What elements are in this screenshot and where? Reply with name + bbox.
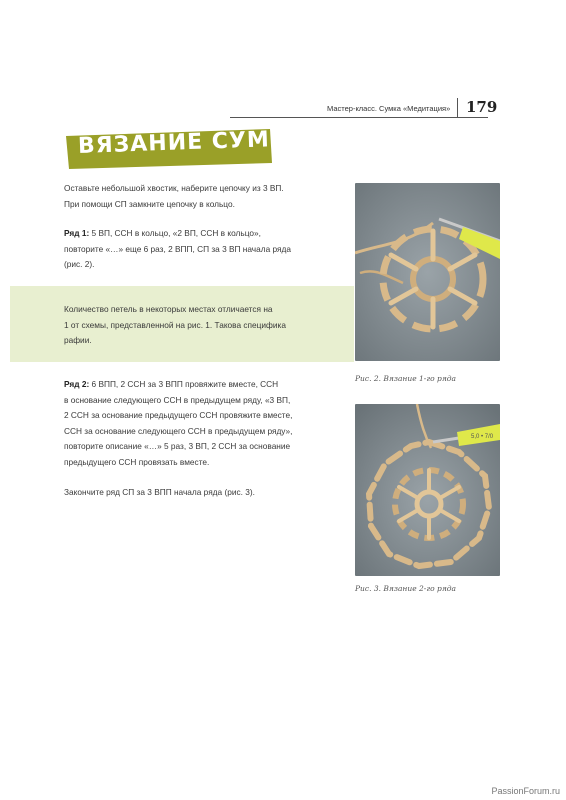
row1-paragraph <box>64 226 291 273</box>
text-line: ССН за основание следующего ССН в предыдущем ряду», <box>64 425 293 436</box>
caption-fig2: Рис. 2. Вязание 1-го ряда <box>355 374 457 383</box>
crochet-photo-row2 <box>355 404 500 576</box>
text-line: повторите «…» еще 6 раз, 2 ВПП, СП за 3 ВП начала ряда <box>64 243 291 254</box>
text-line: 6 ВПП, 2 ССН за 3 ВПП провяжите вместе, ССН <box>89 379 279 389</box>
caption-fig3: Рис. 3. Вязание 2-го ряда <box>355 584 457 593</box>
text-line: предыдущего ССН провязать вместе. <box>64 456 210 467</box>
row2-paragraph <box>64 377 292 470</box>
text-line: рафии. <box>64 335 92 345</box>
row1-label: Ряд 1: <box>64 228 90 238</box>
finish-paragraph <box>64 485 255 501</box>
text-line: в основание следующего ССН в предыдущем ряду, «3 ВП, <box>64 394 291 405</box>
crochet-photo-row1 <box>355 183 500 361</box>
hook-size-label: 5,0 • 7/0 <box>471 434 494 440</box>
text-line: При помощи СП замкните цепочку в кольцо. <box>64 198 235 209</box>
intro-paragraph <box>64 181 284 212</box>
photo-fig2 <box>355 183 500 361</box>
text-line: Количество петель в некоторых местах отличается на <box>64 304 273 314</box>
watermark: PassionForum.ru <box>491 786 560 796</box>
text-line: 1 от схемы, представленной на рис. 1. Такова специфика <box>64 319 286 330</box>
header-rule <box>230 117 488 118</box>
text-line: Оставьте небольшой хвостик, наберите цепочку из 3 ВП. <box>64 183 284 193</box>
photo-fig3 <box>355 404 500 576</box>
text-line: Закончите ряд СП за 3 ВПП начала ряда (рис. 3). <box>64 487 255 497</box>
header-separator <box>457 98 458 118</box>
text-line: (рис. 2). <box>64 259 95 269</box>
section-title-banner <box>64 125 309 171</box>
header-title: Мастер-класс. Сумка «Медитация» <box>327 104 451 113</box>
text-line: 5 ВП, ССН в кольцо, «2 ВП, ССН в кольцо», <box>89 228 261 238</box>
section-title: ВЯЗАНИЕ СУМКИ <box>77 125 309 159</box>
page-number: 179 <box>466 98 498 116</box>
note-text <box>64 302 286 349</box>
row2-label: Ряд 2: <box>64 379 90 389</box>
text-line: 2 ССН за основание предыдущего ССН провяжите вместе, <box>64 410 293 420</box>
text-line: повторите описание «…» 5 раз, 3 ВП, 2 ССН за основание <box>64 441 291 451</box>
